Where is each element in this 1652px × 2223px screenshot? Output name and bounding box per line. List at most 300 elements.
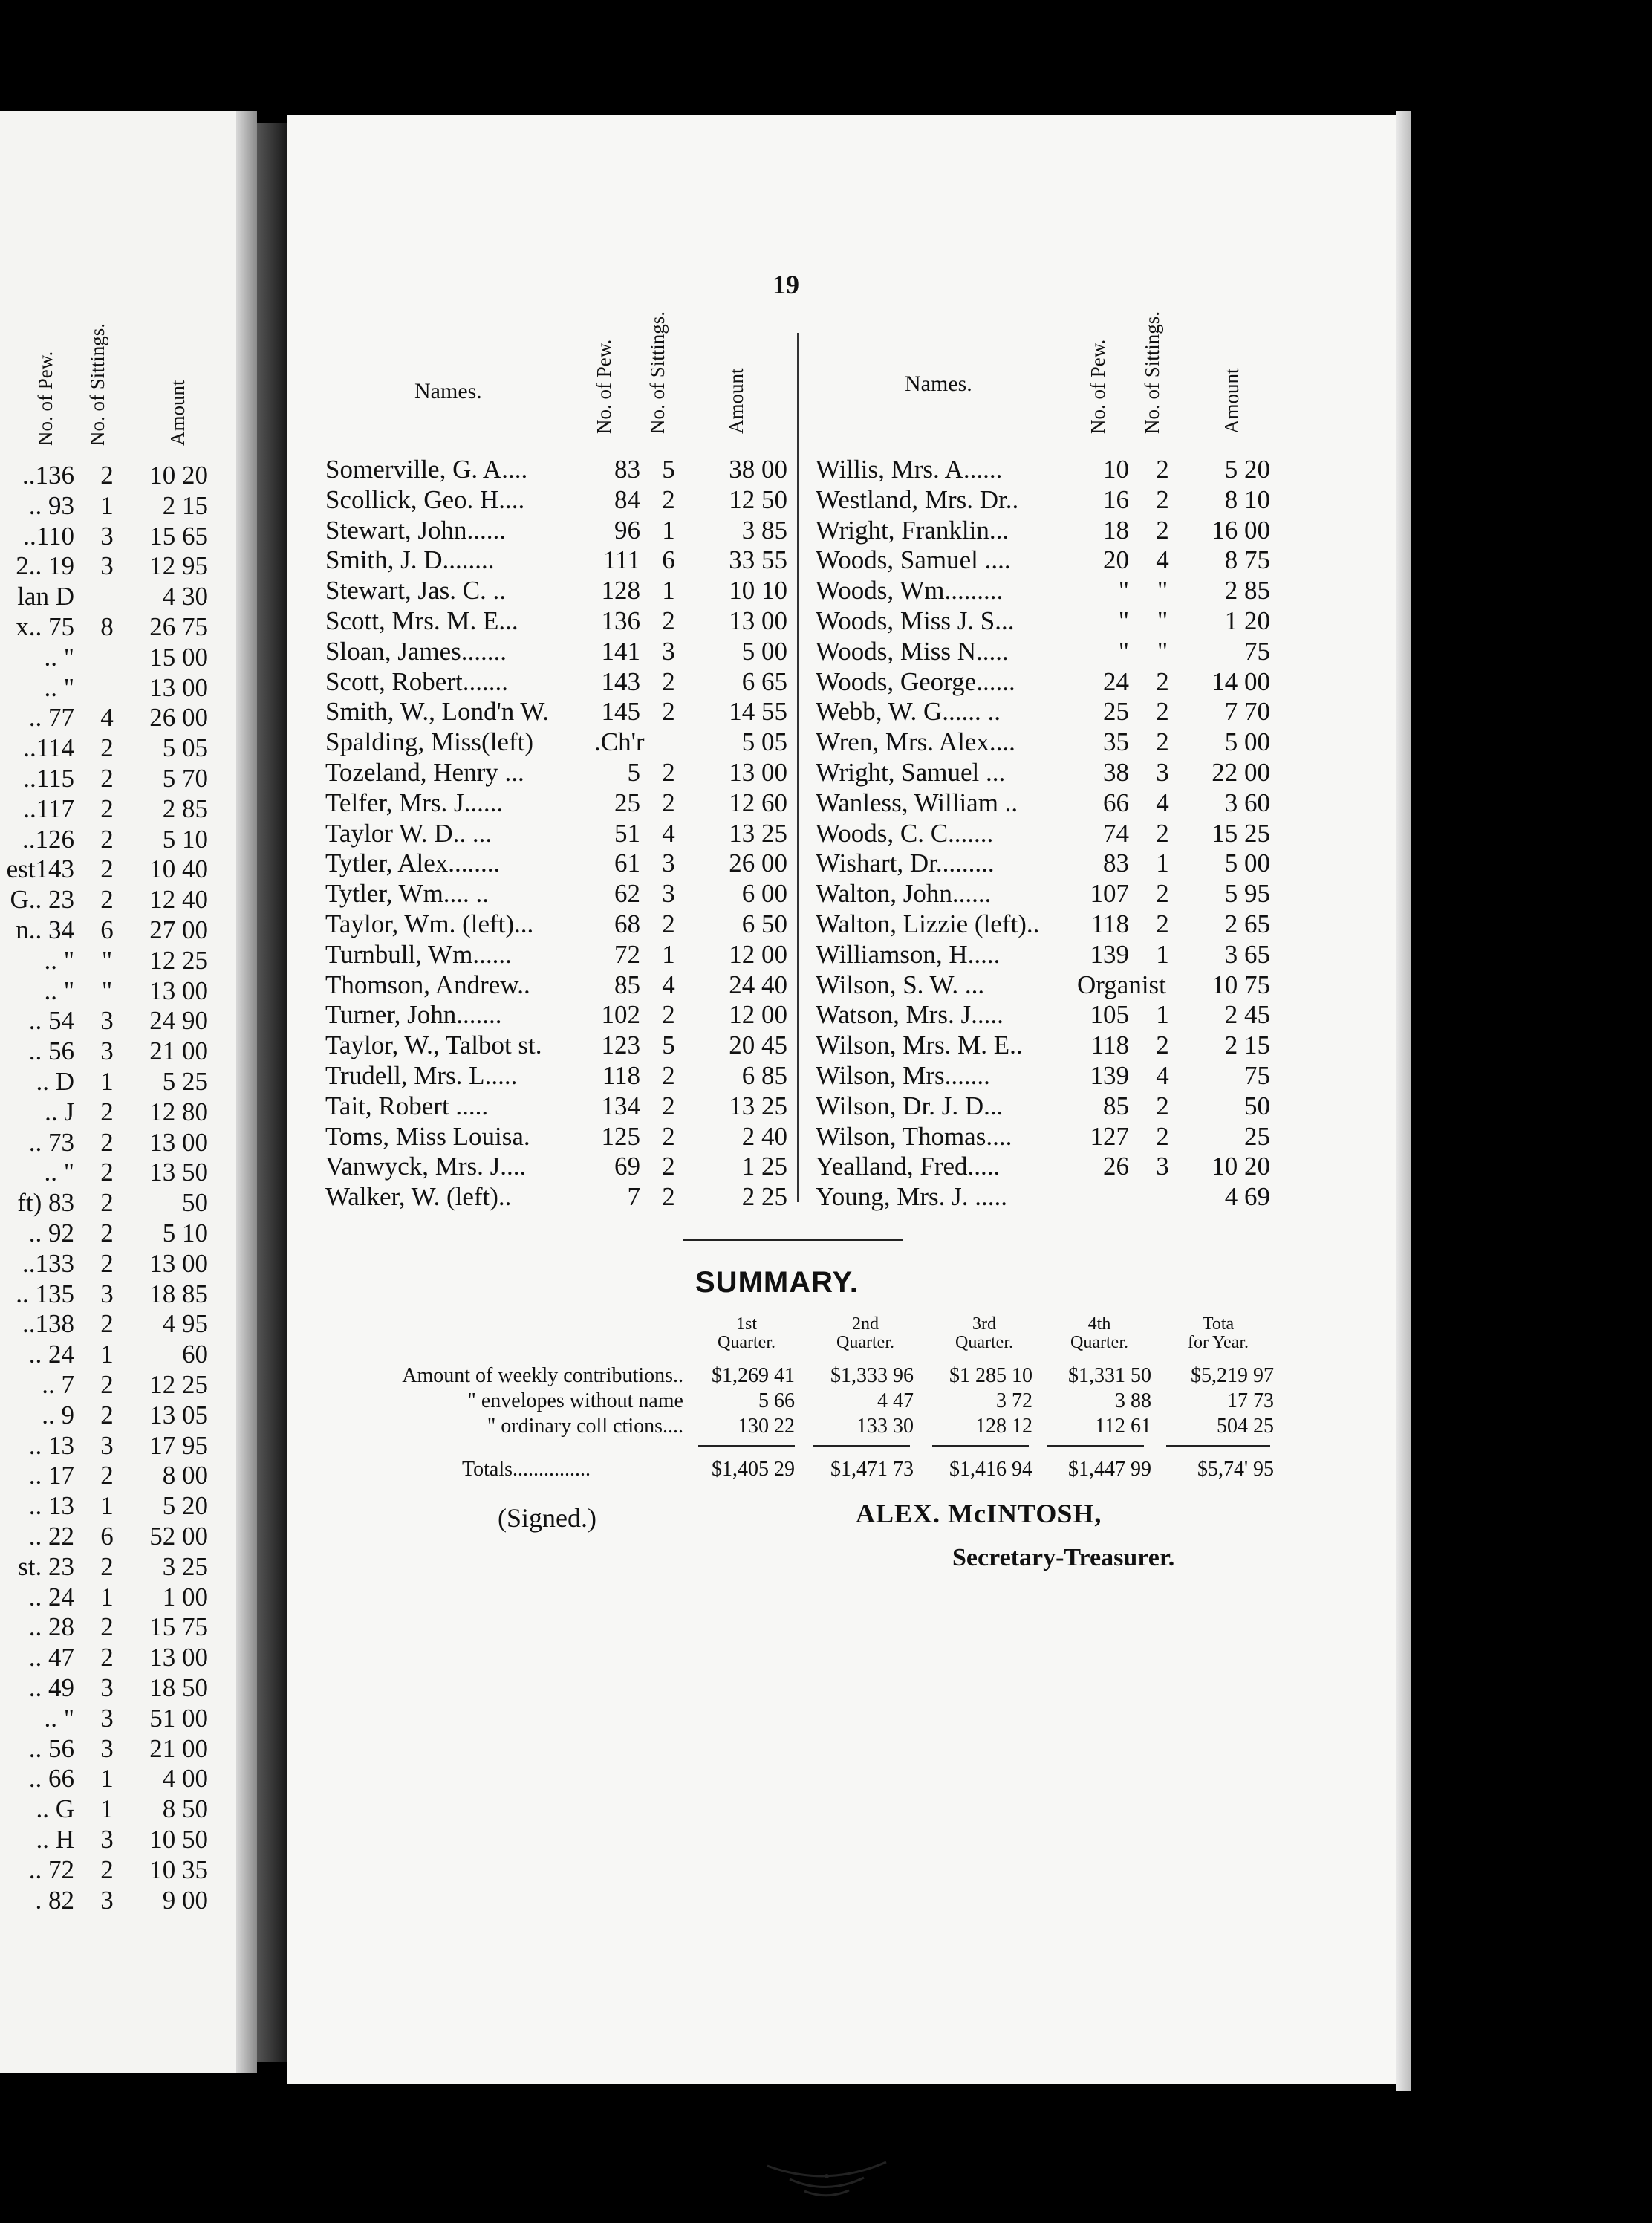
- summary-value: $1,269 41: [712, 1364, 795, 1387]
- prev-stub: .. ": [44, 1158, 74, 1187]
- prev-sittings: 2: [100, 885, 114, 915]
- prev-header-pew: No. of Pew.: [34, 351, 56, 446]
- prev-sittings: 2: [100, 1612, 114, 1642]
- list-row: [0, 485, 1652, 515]
- entry-sittings: 1: [1156, 848, 1169, 878]
- prev-stub: .. 72: [28, 1854, 74, 1884]
- entry-amount: 75: [1244, 636, 1270, 666]
- list-row: [0, 970, 1652, 1000]
- total-rule-3: [932, 1445, 1029, 1447]
- entry-pew: 136: [601, 606, 640, 635]
- list-row: [0, 455, 1652, 484]
- entry-pew: 16: [1103, 484, 1129, 514]
- list-row: [0, 1061, 1652, 1091]
- prev-stub: ft) 83: [17, 1188, 74, 1218]
- entry-pew: 18: [1103, 515, 1129, 545]
- entry-sittings: 4: [662, 818, 675, 848]
- header-sittings-left: No. of Sittings.: [646, 311, 669, 434]
- entry-amount: 1 25: [741, 1152, 787, 1181]
- prev-sittings: 1: [100, 1794, 114, 1824]
- entry-sittings: 2: [662, 697, 675, 727]
- list-row: [0, 909, 1652, 939]
- prev-amount: 2 85: [162, 794, 208, 823]
- entry-pew: 72: [614, 939, 640, 969]
- summary-row: [0, 1389, 1652, 1415]
- prev-stub: .. 56: [28, 1036, 74, 1066]
- totals-label: Totals...............: [462, 1458, 591, 1481]
- entry-amount: 12 60: [729, 788, 787, 817]
- entry-pew: 102: [601, 1000, 640, 1030]
- entry-pew: 25: [1103, 697, 1129, 727]
- prev-sittings: 1: [100, 1764, 114, 1794]
- entry-amount: 26 00: [729, 848, 787, 878]
- total-rule-1: [698, 1445, 795, 1447]
- prev-sittings: 2: [100, 1127, 114, 1157]
- entry-sittings: 2: [1156, 909, 1169, 938]
- entry-sittings: 3: [662, 636, 675, 666]
- prev-stub: .. ": [44, 976, 74, 1005]
- list-row: [0, 758, 1652, 788]
- prev-amount: 9 00: [162, 1885, 208, 1915]
- entry-pew: 127: [1090, 1121, 1129, 1151]
- entry-amount: 13 25: [729, 1091, 787, 1120]
- entry-sittings: 5: [662, 1031, 675, 1060]
- prev-sittings: 6: [100, 915, 114, 944]
- entry-sittings: 2: [1156, 818, 1169, 848]
- quarter-header-year: Tota for Year.: [1188, 1314, 1249, 1353]
- prev-row: [0, 1855, 238, 1885]
- entry-name: Wright, Franklin...: [816, 515, 1009, 545]
- entry-name: Somerville, G. A....: [325, 455, 528, 484]
- entry-name: Tytler, Wm.... ..: [325, 879, 490, 909]
- list-row: [0, 1000, 1652, 1030]
- list-row: [0, 545, 1652, 575]
- entry-sittings: ": [1157, 636, 1168, 666]
- prev-sittings: 1: [100, 1067, 114, 1096]
- prev-sittings: 2: [100, 1643, 114, 1672]
- entry-name: Toms, Miss Louisa.: [325, 1121, 530, 1151]
- prev-header-sittings: No. of Sittings.: [86, 322, 108, 446]
- prev-stub: .. J: [45, 1097, 74, 1126]
- entry-amount: 14 55: [729, 697, 787, 727]
- entry-pew: 38: [1103, 758, 1129, 787]
- entry-name: Wanless, William ..: [816, 788, 1018, 817]
- list-row: [0, 516, 1652, 545]
- prev-amount: 10 40: [149, 854, 208, 884]
- prev-stub: .. 28: [28, 1612, 74, 1642]
- prev-stub: .. G: [36, 1794, 74, 1824]
- prev-sittings: 1: [100, 490, 114, 520]
- entry-name: Taylor W. D.. ...: [325, 818, 492, 848]
- entry-pew: 69: [614, 1152, 640, 1181]
- entry-amount: 5 00: [1224, 848, 1270, 878]
- prev-stub: .. 13: [28, 1491, 74, 1521]
- signer-name: ALEX. McINTOSH,: [856, 1499, 1102, 1528]
- prev-amount: 10 20: [149, 461, 208, 490]
- list-row: [0, 1182, 1652, 1212]
- entry-amount: 6 00: [741, 879, 787, 909]
- prev-row: [0, 1673, 238, 1703]
- header-names-left: Names.: [414, 379, 482, 403]
- header-amount-right: Amount: [1220, 368, 1243, 434]
- prev-stub: .. 93: [28, 490, 74, 520]
- entry-name: Woods, Samuel ....: [816, 545, 1011, 575]
- entry-sittings: 1: [1156, 1000, 1169, 1030]
- entry-pew: 118: [602, 1061, 640, 1090]
- prev-sittings: 2: [100, 1248, 114, 1278]
- prev-amount: 5 20: [162, 1491, 208, 1521]
- entry-amount: 8 10: [1224, 484, 1270, 514]
- prev-sittings: 8: [100, 612, 114, 641]
- prev-amount: 21 00: [149, 1733, 208, 1763]
- prev-header-amount: Amount: [166, 380, 189, 446]
- entry-sittings: 4: [1156, 1061, 1169, 1090]
- entry-amount: 3 60: [1224, 788, 1270, 817]
- summary-value: 5 66: [758, 1389, 795, 1412]
- entry-amount: 75: [1244, 1061, 1270, 1090]
- entry-name: Smith, J. D........: [325, 545, 495, 575]
- entry-pew: 61: [614, 848, 640, 878]
- prev-amount: 4 30: [162, 582, 208, 611]
- entry-name: Walker, W. (left)..: [325, 1182, 512, 1212]
- list-row: [0, 1152, 1652, 1181]
- entry-pew: 111: [603, 545, 640, 575]
- entry-pew: 74: [1103, 818, 1129, 848]
- entry-pew: 145: [601, 697, 640, 727]
- list-row: [0, 879, 1652, 909]
- prev-sittings: 2: [100, 1370, 114, 1399]
- summary-label: Amount of weekly contributions..: [402, 1364, 683, 1387]
- entry-name: Spalding, Miss(left): [325, 727, 533, 757]
- entry-pew: 141: [601, 636, 640, 666]
- entry-amount: 2 15: [1224, 1031, 1270, 1060]
- entry-amount: 16 00: [1212, 515, 1270, 545]
- prev-sittings: 2: [100, 1097, 114, 1126]
- prev-amount: 5 10: [162, 824, 208, 854]
- prev-sittings: 2: [100, 1551, 114, 1581]
- entry-name: Webb, W. G...... ..: [816, 697, 1001, 727]
- entry-amount: 6 50: [741, 909, 787, 938]
- quarter-header-2: 2nd Quarter.: [836, 1314, 894, 1353]
- list-row: [0, 848, 1652, 878]
- header-pew-right: No. of Pew.: [1087, 339, 1109, 434]
- entry-pew: 35: [1103, 727, 1129, 757]
- summary-value: $1,333 96: [830, 1364, 914, 1387]
- prev-stub: n.. 34: [16, 915, 74, 944]
- prev-sittings: ": [101, 976, 113, 1005]
- list-row: [0, 576, 1652, 606]
- entry-name: Wishart, Dr.........: [816, 848, 995, 878]
- entry-sittings: 5: [662, 455, 675, 484]
- prev-stub: lan D: [17, 582, 74, 611]
- prev-sittings: 3: [100, 1825, 114, 1854]
- prev-amount: 60: [182, 1340, 208, 1369]
- prev-stub: .. 77: [28, 703, 74, 733]
- entry-sittings: 2: [662, 1000, 675, 1030]
- signed-label: (Signed.): [498, 1503, 596, 1533]
- prev-amount: 12 40: [149, 885, 208, 915]
- entry-name: Walton, Lizzie (left)..: [816, 909, 1040, 938]
- entry-amount: 5 00: [1224, 727, 1270, 757]
- header-pew-left: No. of Pew.: [593, 339, 615, 434]
- entry-name: Wilson, Dr. J. D...: [816, 1091, 1004, 1120]
- prev-stub: .. 135: [16, 1279, 74, 1308]
- entry-name: Yealland, Fred.....: [816, 1152, 1001, 1181]
- entry-amount: 24 40: [729, 970, 787, 999]
- prev-stub: .. ": [44, 672, 74, 702]
- summary-value: 133 30: [856, 1415, 914, 1438]
- prev-stub: .. 24: [28, 1582, 74, 1612]
- prev-amount: 18 85: [149, 1279, 208, 1308]
- entry-amount: 2 85: [1224, 576, 1270, 606]
- prev-sittings: 1: [100, 1582, 114, 1612]
- prev-amount: 10 35: [149, 1854, 208, 1884]
- prev-amount: 13 50: [149, 1158, 208, 1187]
- prev-amount: 27 00: [149, 915, 208, 944]
- entry-sittings: 2: [662, 909, 675, 938]
- entry-name: Scott, Mrs. M. E...: [325, 606, 518, 635]
- entry-pew: ": [1118, 606, 1129, 635]
- summary-value: $1 285 10: [949, 1364, 1032, 1387]
- entry-name: Woods, C. C.......: [816, 818, 994, 848]
- prev-row: [0, 1794, 238, 1824]
- prev-stub: .. 9: [42, 1400, 74, 1429]
- prev-stub: .. 24: [28, 1340, 74, 1369]
- prev-amount: 5 10: [162, 1218, 208, 1247]
- entry-sittings: 2: [1156, 1031, 1169, 1060]
- entry-amount: 13 00: [729, 758, 787, 787]
- prev-sittings: 3: [100, 1673, 114, 1702]
- entry-amount: 6 65: [741, 666, 787, 696]
- entry-sittings: ": [1157, 576, 1168, 606]
- entry-pew: 5: [627, 758, 640, 787]
- entry-pew: 107: [1090, 879, 1129, 909]
- entry-amount: 50: [1244, 1091, 1270, 1120]
- page-number: 19: [773, 270, 799, 299]
- entry-name: Tytler, Alex........: [325, 848, 501, 878]
- entry-amount: 5 05: [741, 727, 787, 757]
- entry-name: Watson, Mrs. J.....: [816, 1000, 1004, 1030]
- prev-stub: . 82: [35, 1885, 74, 1915]
- entry-sittings: 2: [1156, 666, 1169, 696]
- entry-amount: 38 00: [729, 455, 787, 484]
- entry-sittings: 1: [662, 939, 675, 969]
- summary-value: 504 25: [1217, 1415, 1274, 1438]
- entry-pew: 118: [1090, 909, 1129, 938]
- quarter-header-1: 1st Quarter.: [718, 1314, 775, 1353]
- prev-sittings: 3: [100, 1885, 114, 1915]
- entry-pew: 7: [627, 1182, 640, 1212]
- prev-sittings: 2: [100, 1158, 114, 1187]
- entry-sittings: 2: [1156, 484, 1169, 514]
- entry-sittings: 2: [662, 666, 675, 696]
- prev-amount: 15 75: [149, 1612, 208, 1642]
- entry-sittings: 2: [1156, 879, 1169, 909]
- prev-amount: 12 25: [149, 1370, 208, 1399]
- prev-sittings: 6: [100, 1522, 114, 1551]
- entry-name: Taylor, W., Talbot st.: [325, 1031, 542, 1060]
- entry-pew: 24: [1103, 666, 1129, 696]
- entry-name: Thomson, Andrew..: [325, 970, 530, 999]
- entry-amount: 3 85: [741, 515, 787, 545]
- prev-row: [0, 1218, 238, 1248]
- entry-sittings: 2: [1156, 515, 1169, 545]
- entry-pew: 85: [614, 970, 640, 999]
- entry-name: Scott, Robert.......: [325, 666, 508, 696]
- entry-amount: 13 00: [729, 606, 787, 635]
- prev-sittings: 3: [100, 1006, 114, 1036]
- summary-title: SUMMARY.: [695, 1266, 859, 1299]
- prev-sittings: 2: [100, 1218, 114, 1247]
- prev-stub: .. 22: [28, 1522, 74, 1551]
- prev-stub: est143: [6, 854, 74, 884]
- list-row: [0, 1091, 1652, 1121]
- summary-value: 112 61: [1095, 1415, 1151, 1438]
- entry-pew: 143: [601, 666, 640, 696]
- entry-name: Wilson, Mrs.......: [816, 1061, 990, 1090]
- entry-amount: 10 75: [1212, 970, 1270, 999]
- summary-row: [0, 1415, 1652, 1440]
- summary-value: 128 12: [975, 1415, 1032, 1438]
- total-rule-2: [813, 1445, 910, 1447]
- entry-amount: 7 70: [1224, 697, 1270, 727]
- entry-amount: 3 65: [1224, 939, 1270, 969]
- list-row: [0, 940, 1652, 970]
- prev-stub: .. 17: [28, 1461, 74, 1490]
- prev-row: [0, 1764, 238, 1794]
- prev-row: [0, 1491, 238, 1521]
- prev-stub: x.. 75: [16, 612, 74, 641]
- entry-pew: 26: [1103, 1152, 1129, 1181]
- prev-sittings: 1: [100, 1340, 114, 1369]
- entry-pew: 105: [1090, 1000, 1129, 1030]
- section-divider: [683, 1239, 903, 1241]
- entry-pew: ": [1118, 576, 1129, 606]
- entry-sittings: 4: [1156, 545, 1169, 575]
- prev-sittings: 3: [100, 521, 114, 551]
- prev-sittings: 1: [100, 1491, 114, 1521]
- summary-label: " envelopes without name: [467, 1389, 683, 1412]
- prev-row: [0, 1583, 238, 1612]
- prev-row: [0, 1522, 238, 1551]
- entry-pew: Organist: [1077, 970, 1166, 999]
- prev-row: [0, 1552, 238, 1582]
- entry-name: Wilson, Thomas....: [816, 1121, 1012, 1151]
- totals-year: $5,74' 95: [1197, 1458, 1274, 1481]
- prev-amount: 15 65: [149, 521, 208, 551]
- totals-q4: $1,447 99: [1068, 1458, 1151, 1481]
- entry-amount: 12 00: [729, 1000, 787, 1030]
- prev-amount: 21 00: [149, 1036, 208, 1066]
- prev-sittings: 3: [100, 551, 114, 581]
- prev-stub: .. ": [44, 945, 74, 975]
- entry-sittings: 1: [1156, 939, 1169, 969]
- list-row: [0, 606, 1652, 636]
- prev-row: [0, 1643, 238, 1672]
- summary-value: 4 47: [877, 1389, 914, 1412]
- prev-amount: 26 75: [149, 612, 208, 641]
- entry-sittings: 2: [662, 758, 675, 787]
- prev-sittings: 3: [100, 1036, 114, 1066]
- prev-stub: G.. 23: [10, 885, 74, 915]
- prev-amount: 8 50: [162, 1794, 208, 1824]
- entry-sittings: 2: [662, 788, 675, 817]
- prev-stub: ..115: [23, 764, 74, 793]
- entry-name: Scollick, Geo. H....: [325, 484, 525, 514]
- entry-name: Woods, Miss J. S...: [816, 606, 1015, 635]
- entry-sittings: 2: [1156, 697, 1169, 727]
- quarter-header-3: 3rd Quarter.: [955, 1314, 1013, 1353]
- entry-pew: 51: [614, 818, 640, 848]
- entry-sittings: 2: [1156, 1091, 1169, 1120]
- prev-row: [0, 1704, 238, 1733]
- prev-stub: .. 7: [42, 1370, 74, 1399]
- prev-stub: 2.. 19: [16, 551, 74, 581]
- prev-stub: ..114: [23, 733, 74, 763]
- entry-sittings: 6: [662, 545, 675, 575]
- entry-pew: 125: [601, 1121, 640, 1151]
- prev-row: [0, 1886, 238, 1915]
- prev-sittings: 2: [100, 824, 114, 854]
- entry-amount: 12 50: [729, 484, 787, 514]
- prev-row: [0, 1734, 238, 1764]
- prev-amount: 1 00: [162, 1582, 208, 1612]
- prev-stub: .. 73: [28, 1127, 74, 1157]
- entry-pew: ": [1118, 636, 1129, 666]
- entry-pew: 134: [601, 1091, 640, 1120]
- entry-pew: 25: [614, 788, 640, 817]
- entry-amount: 5 20: [1224, 455, 1270, 484]
- entry-pew: 62: [614, 879, 640, 909]
- totals-q1: $1,405 29: [712, 1458, 795, 1481]
- total-rule-5: [1166, 1445, 1270, 1447]
- entry-sittings: 1: [662, 515, 675, 545]
- entry-amount: 6 85: [741, 1061, 787, 1090]
- totals-q3: $1,416 94: [949, 1458, 1032, 1481]
- entry-amount: 5 95: [1224, 879, 1270, 909]
- summary-value: $1,331 50: [1068, 1364, 1151, 1387]
- prev-sittings: 2: [100, 1188, 114, 1218]
- entry-sittings: 4: [662, 970, 675, 999]
- prev-stub: ..138: [22, 1309, 74, 1339]
- entry-name: Walton, John......: [816, 879, 992, 909]
- ornament-flourish-icon: [764, 2158, 890, 2218]
- prev-amount: 5 70: [162, 764, 208, 793]
- summary-value: 3 72: [996, 1389, 1032, 1412]
- entry-name: Sloan, James.......: [325, 636, 507, 666]
- summary-row: [0, 1364, 1652, 1389]
- entry-name: Turner, John.......: [325, 1000, 502, 1030]
- totals-row: [0, 1458, 1652, 1483]
- entry-sittings: 3: [662, 848, 675, 878]
- prev-stub: ..126: [22, 824, 74, 854]
- prev-row: [0, 1825, 238, 1854]
- prev-sittings: ": [101, 945, 113, 975]
- entry-name: Trudell, Mrs. L.....: [325, 1061, 518, 1090]
- entry-amount: 14 00: [1212, 666, 1270, 696]
- entry-name: Westland, Mrs. Dr..: [816, 484, 1019, 514]
- summary-value: 17 73: [1227, 1389, 1274, 1412]
- prev-stub: .. D: [36, 1067, 74, 1096]
- prev-amount: 13 00: [149, 672, 208, 702]
- entry-amount: 33 55: [729, 545, 787, 575]
- entry-name: Tait, Robert .....: [325, 1091, 489, 1120]
- prev-sittings: 2: [100, 1854, 114, 1884]
- entry-pew: .Ch'r: [594, 727, 645, 757]
- entry-amount: 1 20: [1224, 606, 1270, 635]
- prev-amount: 15 00: [149, 642, 208, 672]
- entry-name: Smith, W., Lond'n W.: [325, 697, 549, 727]
